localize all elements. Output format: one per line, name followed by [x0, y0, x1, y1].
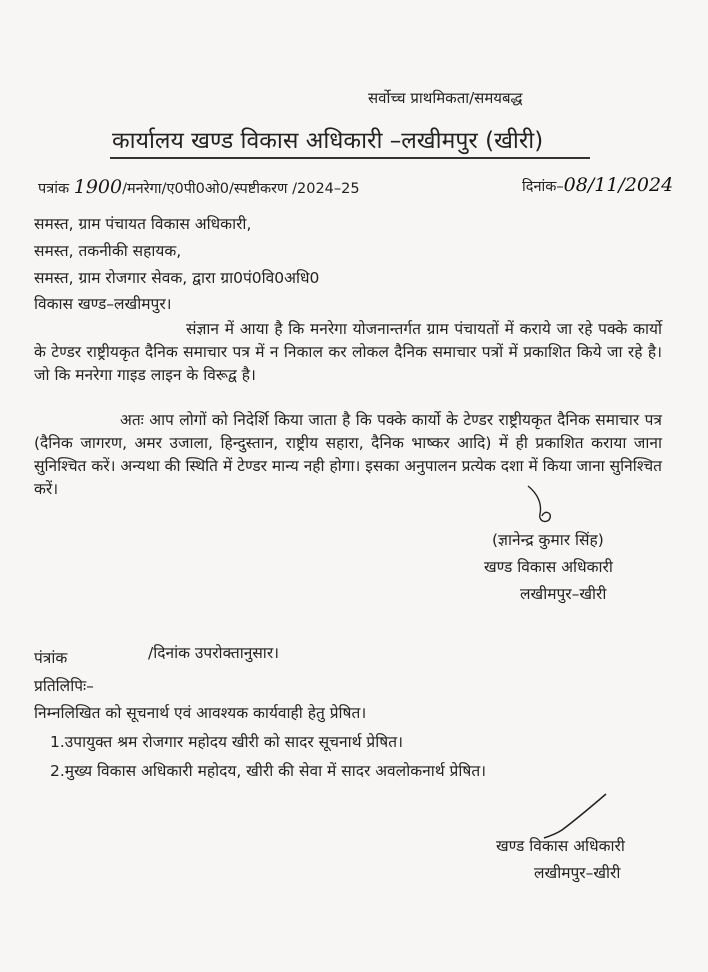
signature-stroke: [540, 790, 610, 840]
reference-suffix: /मनरेगा/ए0पी0ओ0/स्पष्टीकरण /2024–25: [122, 181, 360, 197]
copy-reference-label: पंत्रांक: [34, 649, 68, 667]
letter-reference: [38, 177, 360, 199]
signatory-place: लखीमपुर–खीरी: [520, 585, 607, 603]
signatory-name: (ज्ञानेन्द्र कुमार सिंह): [492, 531, 604, 549]
copy-label: प्रतिलिपिः–: [34, 677, 94, 695]
body-paragraph-2: अतः आप लोगों को निदेर्शि किया जाता है कि पक्के कार्यो के टेण्डर राष्ट्रीयकृत दैनिक समाचार पत्र (दैनिक जागरण, अमर उजाला, हिन्दुस्तान, राष्ट्रीय सहारा, दैनिक भाष्कर आदि) में ही प्रकाशित कराया जाना सुनिश्चित करें। अन्यथा की स्थिति में टेण्डर मान्य नही होगा। इसका अनुपालन प्रत्येक दशा में किया जाना सुनिश्चित करें।: [34, 411, 662, 498]
letter-date: [522, 175, 673, 197]
date-label: दिनांक–: [522, 179, 564, 195]
body-paragraph-1: संज्ञान में आया है कि मनरेगा योजनान्तर्गत ग्राम पंचायतों में कराये जा रहे पक्के कार्यो के टेण्डर राष्ट्रीयकृत दैनिक समाचार पत्र में न निकाल कर लोकल दैनिक समाचार पत्रों में प्रकाशित किये जा रहे है। जो कि मनरेगा गाइड लाइन के विरूद्व है।: [34, 320, 662, 384]
reference-prefix: पत्रांक: [38, 181, 70, 197]
copy-intro: निम्नलिखित को सूचनार्थ एवं आवश्यक कार्यवाही हेतु प्रेषित।: [34, 704, 367, 722]
signatory2-place: लखीमपुर–खीरी: [534, 864, 621, 882]
office-title-underline: [110, 157, 590, 159]
addressee-line: विकास खण्ड–लखीमपुर।: [34, 295, 172, 313]
copy-list-item: 2.मुख्य विकास अधिकारी महोदय, खीरी की सेवा में सादर अवलोकनार्थ प्रेषित।: [50, 762, 487, 780]
copy-reference-date: /दिनांक उपरोक्तानुसार।: [148, 644, 280, 662]
addressee-line: समस्त, ग्राम पंचायत विकास अधिकारी,: [34, 215, 252, 233]
copy-list-item: 1.उपायुक्त श्रम रोजगार महोदय खीरी को सादर सूचनार्थ प्रेषित।: [50, 733, 403, 751]
signatory-designation: खण्ड विकास अधिकारी: [484, 558, 613, 576]
addressee-line: समस्त, तकनीकी सहायक,: [34, 242, 182, 260]
date-value-handwritten: 08/11/2024: [563, 174, 674, 196]
priority-note: सर्वोच्च प्राथमिकता/समयबद्ध: [368, 89, 523, 107]
reference-number: 1900: [73, 176, 123, 198]
addressee-line: समस्त, ग्राम रोजगार सेवक, द्वारा ग्रा0पं0वि0अधि0: [34, 269, 320, 287]
initials-mark: [520, 480, 560, 528]
office-title: कार्यालय खण्ड विकास अधिकारी –लखीमपुर (खीरी): [112, 128, 544, 154]
signatory2-designation: खण्ड विकास अधिकारी: [496, 837, 625, 855]
